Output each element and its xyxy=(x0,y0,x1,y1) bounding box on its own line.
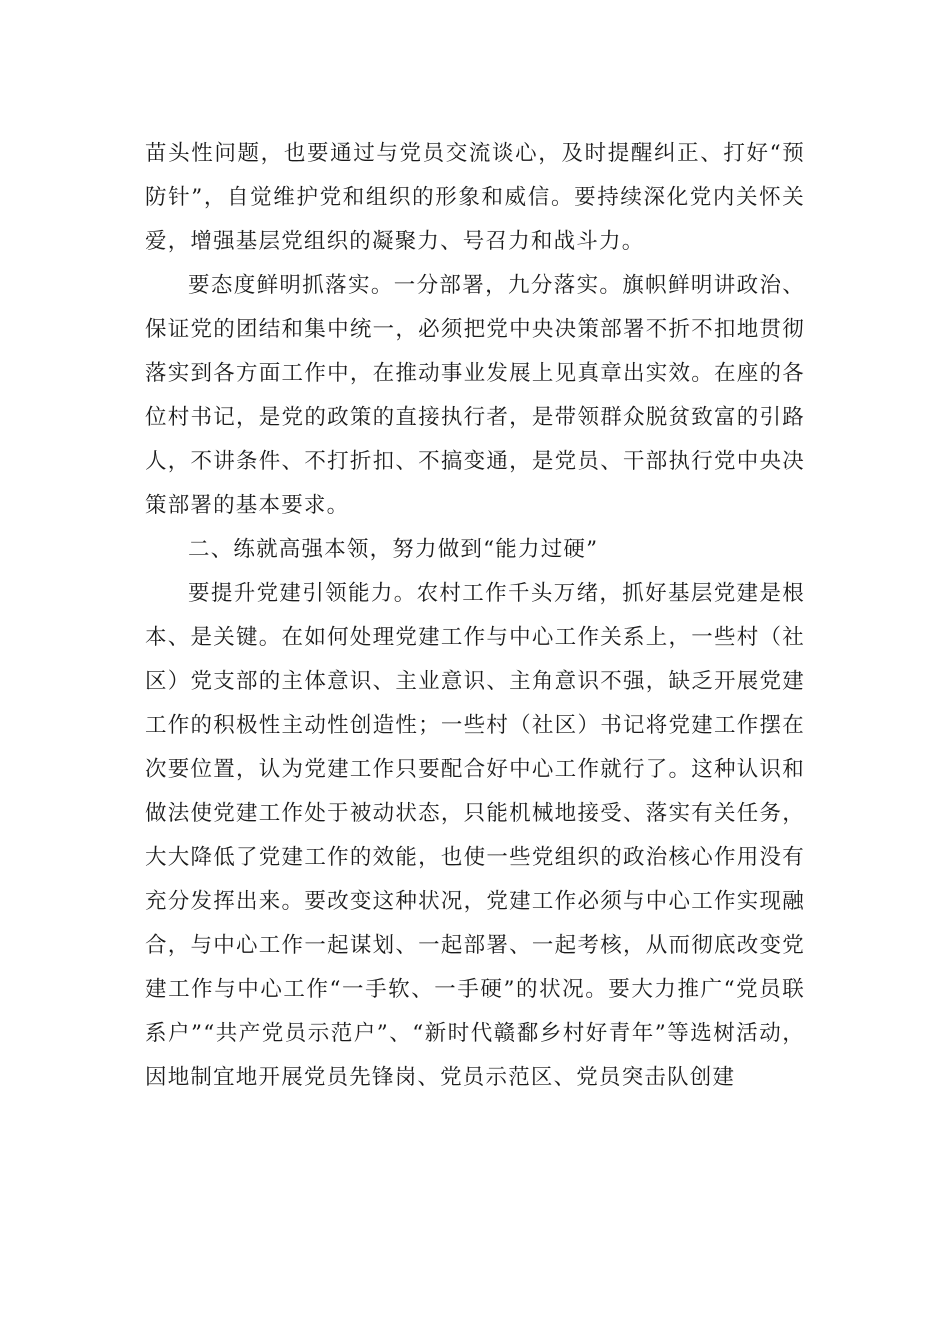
section-heading-2: 二、练就高强本领，努力做到“能力过硬” xyxy=(188,537,599,562)
paragraph-implementation: 要态度鲜明抓落实。一分部署，九分落实。旗帜鲜明讲政治、保证党的团结和集中统一，必须把党中央决策部署不折不扣地贯彻落实到各方面工作中，在推动事业发展上见真章出实效。在座的各位村书记，是党的政策的直接执行者，是带领群众脱贫致富的引路人，不讲条件、不打折扣、不搞变通，是党员、干部执行党中央决策部署的基本要求。 xyxy=(145,273,805,518)
paragraph-party-building: 要提升党建引领能力。农村工作千头万绪，抓好基层党建是根本、是关键。在如何处理党建工作与中心工作关系上，一些村（社区）党支部的主体意识、主业意识、主角意识不强，缺乏开展党建工作的积极性主动性创造性；一些村（社区）书记将党建工作摆在次要位置，认为党建工作只要配合好中心工作就行了。这种认识和做法使党建工作处于被动状态，只能机械地接受、落实有关任务，大大降低了党建工作的效能，也使一些党组织的政治核心作用没有充分发挥出来。要改变这种状况，党建工作必须与中心工作实现融合，与中心工作一起谋划、一起部署、一起考核，从而彻底改变党建工作与中心工作“一手软、一手硬”的状况。要大力推广“党员联系户”“共产党员示范户”、“新时代赣鄱乡村好青年”等选树活动，因地制宜地开展党员先锋岗、党员示范区、党员突击队创建 xyxy=(145,581,805,1090)
document-body xyxy=(145,132,805,1100)
paragraph-continuation: 苗头性问题，也要通过与党员交流谈心，及时提醒纠正、打好“预防针”，自觉维护党和组织的形象和威信。要持续深化党内关怀关爱，增强基层党组织的凝聚力、号召力和战斗力。 xyxy=(145,141,805,254)
